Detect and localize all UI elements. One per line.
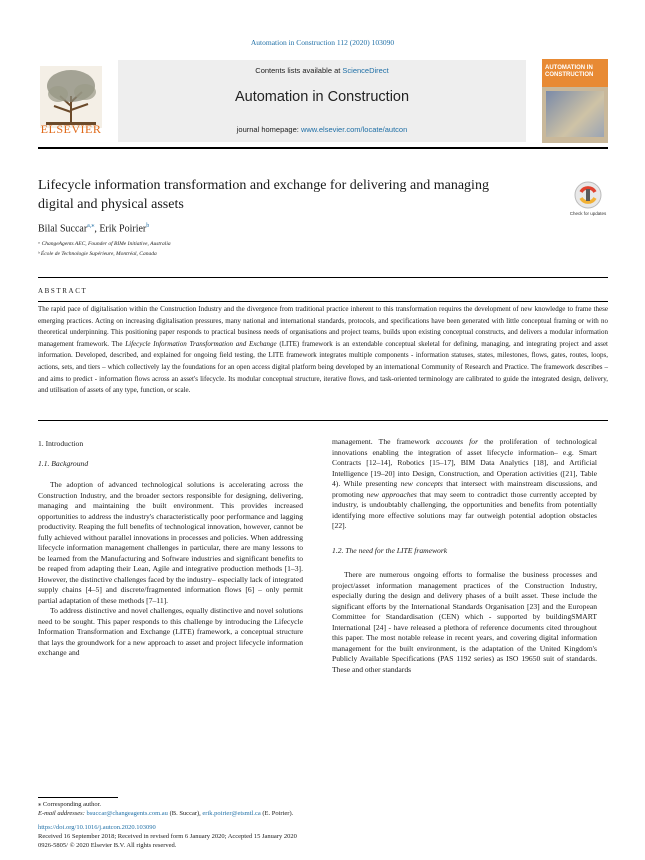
doi-link[interactable]: https://doi.org/10.1016/j.autcon.2020.103090 [38,824,156,831]
abstract-heading: ABSTRACT [38,287,88,295]
section-introduction-heading: 1. Introduction [38,439,84,448]
affiliation-a: ᵃ ChangeAgents AEC, Founder of BIMe Initiative, Australia [38,241,171,247]
journal-homepage [118,125,526,134]
author-poirier[interactable]: Erik Poirier [99,223,147,235]
abstract-top-rule [38,277,608,278]
abstract-italic: Lifecycle Information Transformation and Exchange [125,339,277,348]
journal-reference[interactable]: Automation in Construction 112 (2020) 103090 [250,38,395,47]
corresponding-author-note: ⁎ Corresponding author. [38,801,102,808]
abstract-bottom-rule [38,420,608,421]
paragraph-4: There are numerous ongoing efforts to formalise the business processes and project/asset information management practices of the Construction Industry, especially during the design and delivery phases of a built asset. These include the significant efforts by the International Standards Organisation [23] and the European Committee for Standardisation (CEN) which - supported by buildingSMART International [24] - have released a plethora of reference documents cited throughout this paper. The most notable release in recent years, and covering digital information management for the built environment, is the adaptation of the United Kingdom's Publicly Available Specifications (PAS 1192 series) as ISO 19650 suit of standards. These and other standards [332,570,597,674]
email-addresses [38,809,293,819]
p3-part-a: management. The framework [332,437,437,446]
right-column [332,437,597,675]
cover-picture [546,91,604,137]
homepage-link[interactable]: www.elsevier.com/locate/autcon [300,125,408,134]
left-column [38,439,303,659]
check-for-updates-label: Check for updates [569,211,607,216]
contents-prefix: Contents lists available at [255,66,343,75]
p3-part-c: the proliferation of technological innovations enabling the integration of asset lifecycle information– e.g. Smart Contracts [12–14], Robotics [15–17], BIM Data Analytics [18], and Artificial Intelligence [19–20] into Design, Construction, and Operation activities ([21], Table 4). While presenting [332,437,597,488]
contents-line [118,66,526,75]
header-rule [38,147,608,149]
elsevier-wordmark: ELSEVIER [40,122,102,136]
email-succar-link[interactable]: bsuccar@changeagents.com.au [86,810,168,817]
homepage-prefix: journal homepage: [236,125,301,134]
author-succar-affil: a,⁎ [87,223,95,229]
abstract-text [38,304,608,397]
paragraph-1: The adoption of advanced technological solutions is accelerating across the Construction Industry, and the broader sectors responsible for designing, delivering, managing and maintaining the built environment. This provides increased opportunities to address the industry's characteristically poor performance and lagging productivity. Reaping the full benefits of technological innovation, however, cannot be fully achieved without parallel innovations in processes and policies. When addressing lifecycle information management challenges in particular, there are many lessons to be learned from the Manufacturing and Software industries and significant benefits to be reaped from adapting their Lean, Agile and integrative production methods [1–3]. However, the distinctive challenges faced by the industry– especially lack of integrated supply chains [4–5] and discrete/fragmented information flows [6] – only permit partial adaptation of these methods [7–11]. [38,480,303,605]
author-poirier-affil: b [146,223,150,229]
p3-italic-d: new concepts [400,479,443,488]
abstract-part-1: The rapid pace of digitalisation within the Construction Industry and the divergence from traditional practice inherent to this transformation requires the development of new knowledge to frame these emerging practices. Acting on increasing digitalisation pressures, many national and international standards, protocols, and specifications have been generated with little conceptual framing or with no theoretical underpinning. This positioning paper responds to practical business needs of organisations and project teams, builds upon existing conceptual constructs, and delivers a modular information management framework. The [38,305,608,348]
received-dates: Received 16 September 2018; Received in revised form 6 January 2020; Accepted 15 January 2020 [38,833,297,840]
copyright-line: 0926-5805/ © 2020 Elsevier B.V. All rights reserved. [38,842,177,849]
subsection-background-heading: 1.1. Background [38,458,89,468]
footnote-rule [38,797,118,798]
paragraph-2: To address distinctive and novel challenges, equally distinctive and novel solutions need to be sought. This paper responds to this challenge by introducing the Lifecycle Information Transformation and Exchange (LITE) framework, a conceptual structure that lays the groundwork for a new approach to asset and project lifecycle information exchange and [38,606,303,657]
email-poirier-name: (E. Poirier). [260,810,294,817]
sciencedirect-link[interactable]: ScienceDirect [342,66,389,75]
paragraph-3 [332,437,597,532]
subsection-need-heading: 1.2. The need for the LITE framework [332,545,448,555]
p3-part-e: that intersect with mainstream discussions, and promoting [332,479,598,499]
p3-part-g: that may seem to contradict those currently accepted by industry, is undoubtably challenging, the opportunities and benefits from potentially identifying more effective solutions may far outweigh potential adoption obstacles [22]. [332,489,597,530]
paper-title: Lifecycle information transformation and exchange for delivering and managing digital and physical assets [38,178,489,212]
abstract-heading-rule [38,301,608,302]
p3-italic-f: new approaches [366,489,417,499]
journal-title: Automation in Construction [234,89,410,105]
email-poirier-link[interactable]: erik.poirier@etsmtl.ca [202,810,261,817]
email-label: E-mail addresses: [38,810,87,817]
author-list [38,222,149,234]
author-separator: , [94,223,100,235]
p3-italic-b: accounts for [436,437,479,446]
email-succar-name: (B. Succar), [167,810,203,817]
cover-title: AUTOMATION IN CONSTRUCTION [545,65,594,78]
abstract-part-2: (LITE) framework is an extendable conceptual skeletal for defining, managing, and integrating project and asset information. Developed, described, and explained for ongoing field testing, the LITE framework integrates multiple components - information statuses, states, milestones, flows, gates, routes, loops, actions, sets, and tiers – which collectively lay the foundations for an open access digital platform being developed by an international Community of Research and Practice. The framework describes – and aims to predict - information flows across an asset's lifecycle. Its modular conceptual structure, iterative flows, and task-oriented terminology are calibrated to guide the integrated design, delivery, and utilisation of assets of any type, function, or scale. [38,339,608,395]
affiliation-b: ᵇ École de Technologie Supérieure, Montréal, Canada [38,251,157,257]
check-for-updates-icon[interactable] [573,180,603,210]
journal-cover-image[interactable] [542,59,608,143]
author-succar[interactable]: Bilal Succar [38,223,88,235]
